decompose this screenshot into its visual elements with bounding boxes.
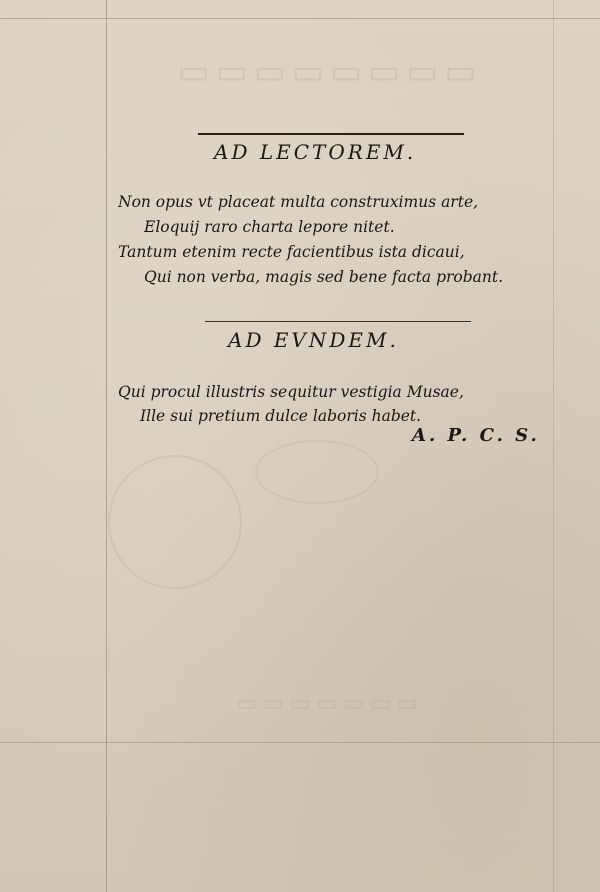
paper-fold-line-vertical-right xyxy=(553,0,554,892)
heading-rule-middle xyxy=(205,321,471,322)
verse-line-1: Non opus vt placeat multa construximus arte, xyxy=(118,193,479,211)
verse-line-6: Ille sui pretium dulce laboris habet. xyxy=(140,407,422,425)
paper-fold-line-vertical xyxy=(106,0,107,892)
show-through-text: ▭▭▭▭▭▭▭▭ xyxy=(177,54,483,91)
verse-line-4: Qui non verba, magis sed bene facta probant. xyxy=(144,268,504,286)
paper-fold-line-bottom xyxy=(0,742,600,743)
verse-line-3: Tantum etenim recte facientibus ista dicaui, xyxy=(118,243,465,261)
paper-fold-line-top xyxy=(0,18,600,19)
show-through-seal xyxy=(108,455,242,589)
heading-rule-top xyxy=(198,133,464,135)
author-initials: A. P. C. S. xyxy=(412,425,540,446)
heading-ad-evndem: AD EVNDEM. xyxy=(228,328,399,352)
show-through-ornament xyxy=(255,440,379,504)
heading-ad-lectorem: AD LECTOREM. xyxy=(214,140,417,164)
verse-line-5: Qui procul illustris sequitur vestigia Musae, xyxy=(118,383,464,401)
verse-line-2: Eloquij raro charta lepore nitet. xyxy=(144,218,395,236)
show-through-text-lower: ▭▭▭▭▭▭▭ xyxy=(236,690,424,715)
